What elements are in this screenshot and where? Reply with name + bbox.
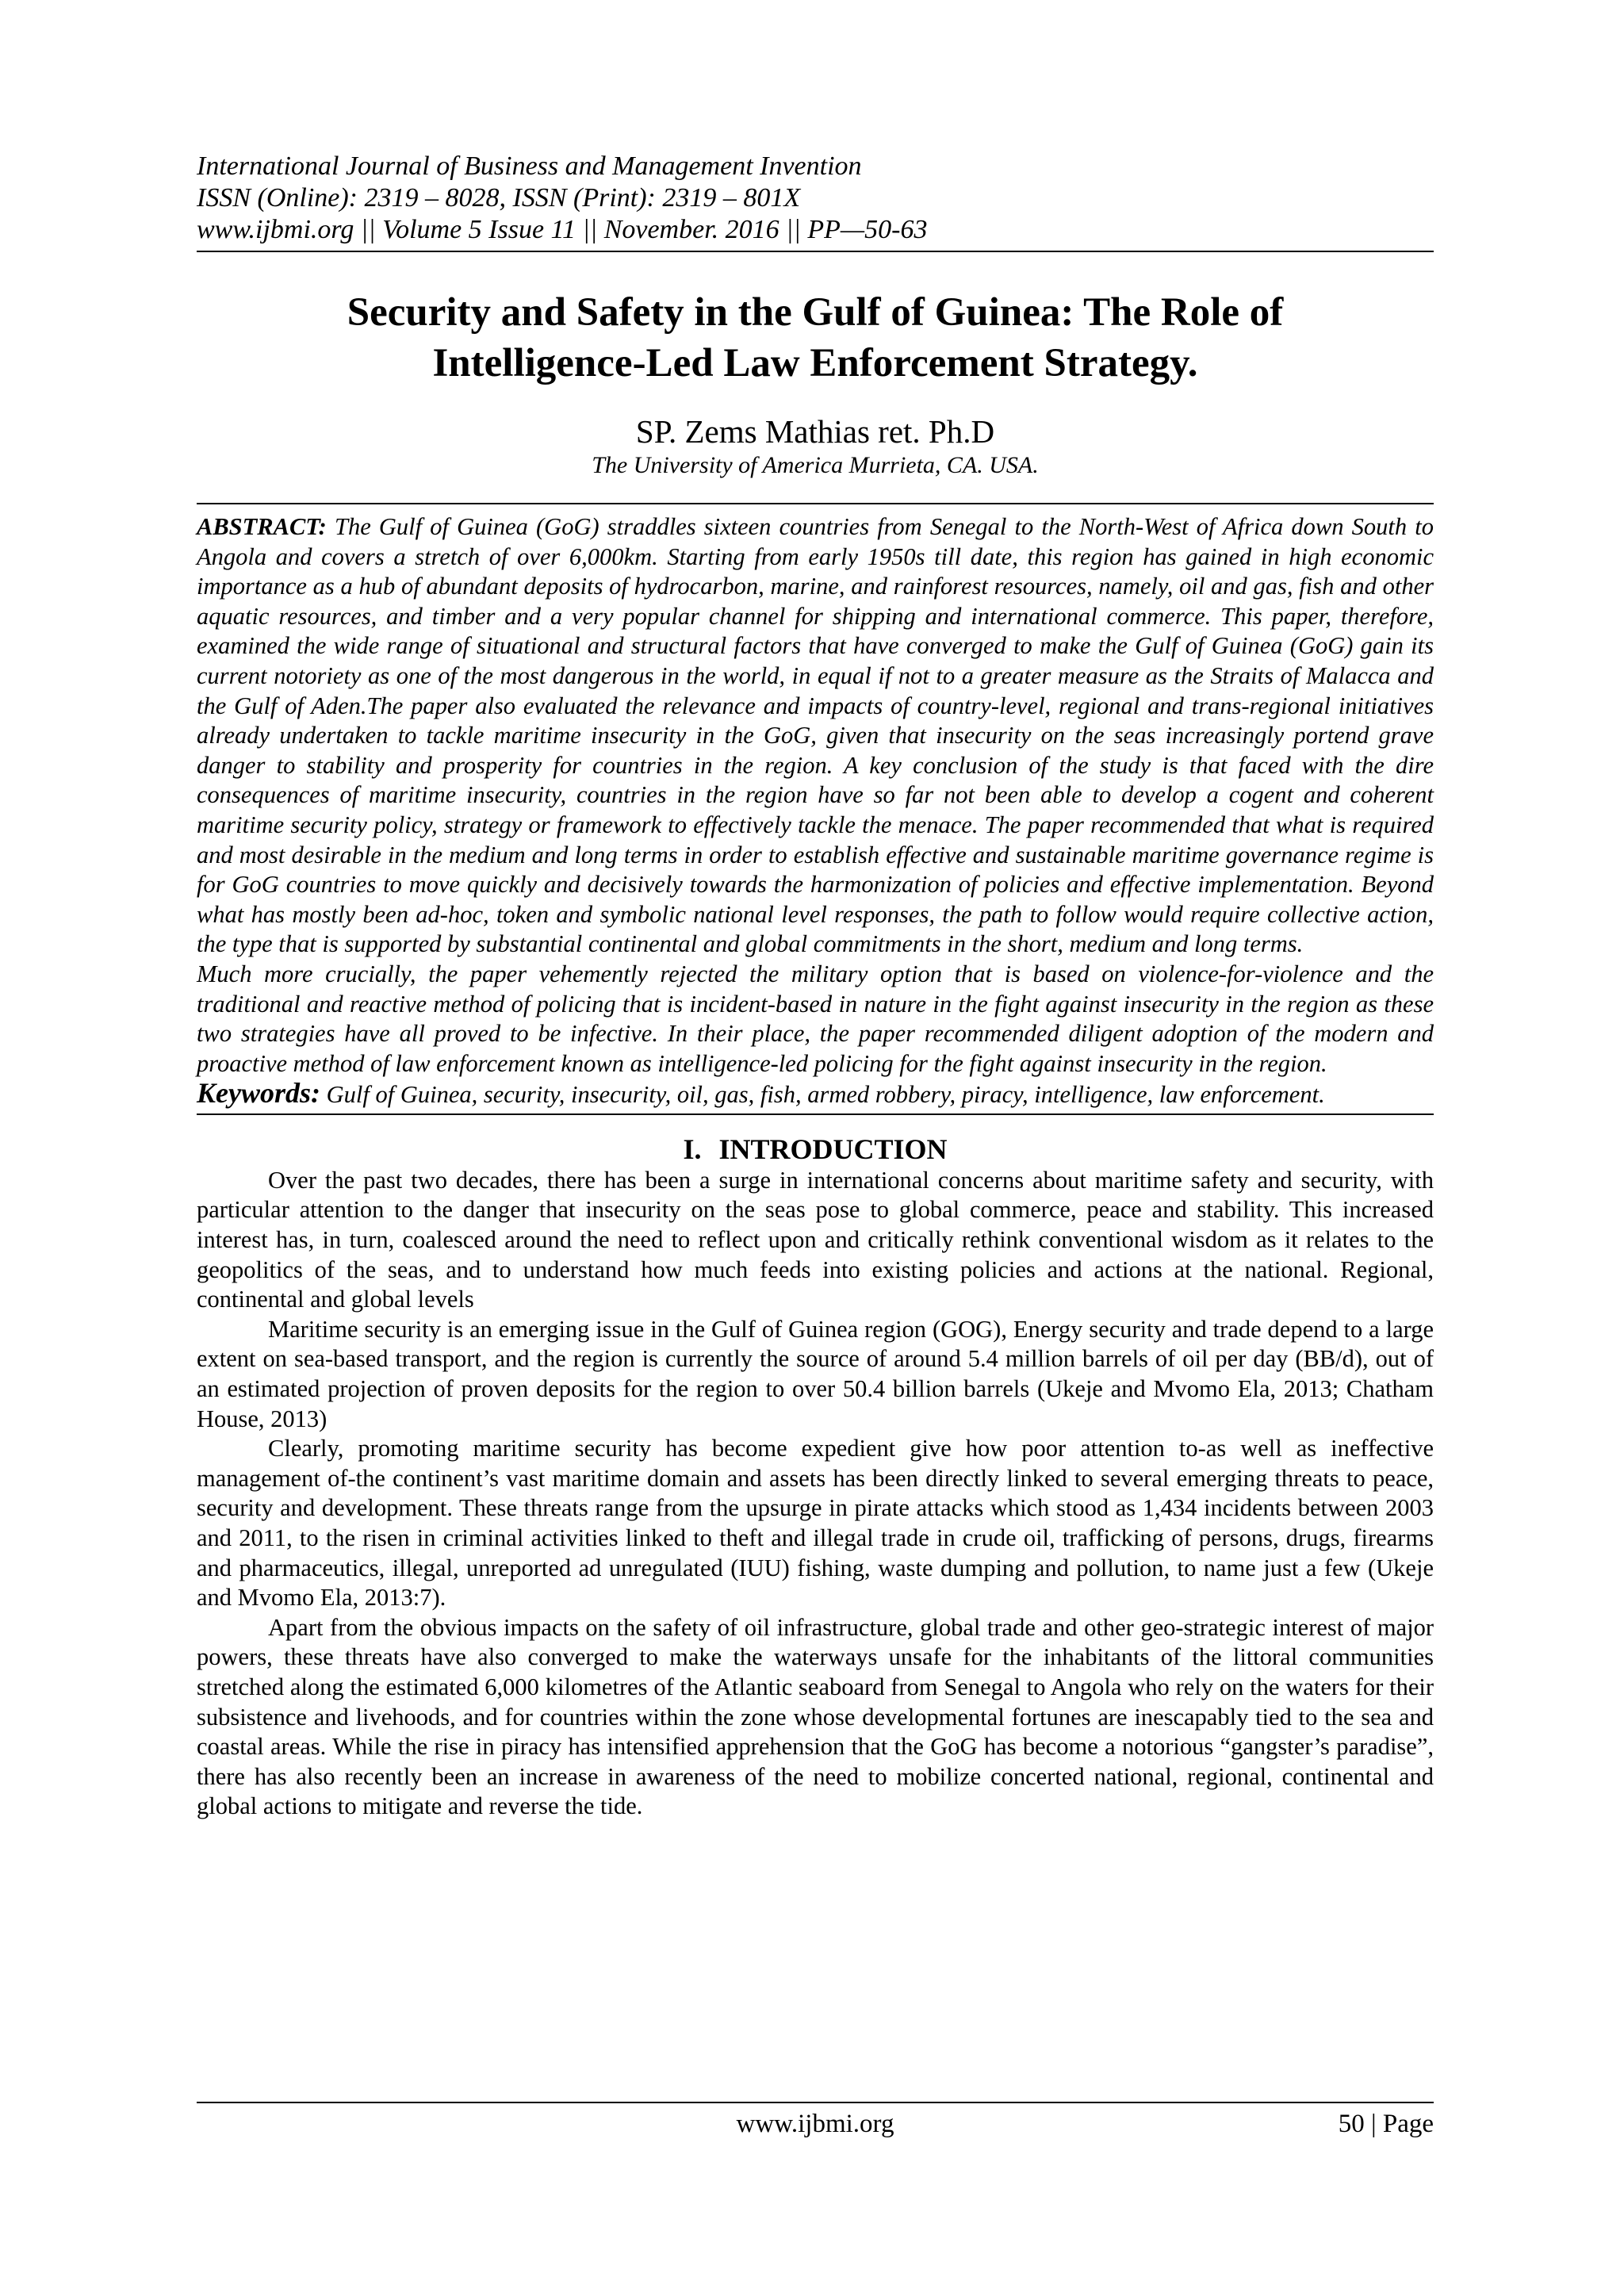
paper-title [197,287,1434,389]
body-paragraph: Over the past two decades, there has been a surge in international concerns about maritime safety and security, with particular attention to the danger that insecurity on the seas pose to global commerce, peace and stability. This increased interest has, in turn, coalesced around the need to reflect upon and critically rethink conventional wisdom as it relates to the geopolitics of the seas, and to understand how much feeds into existing policies and actions at the national. Regional, continental and global levels [197,1166,1434,1313]
footer-website: www.ijbmi.org [736,2110,894,2138]
author-affiliation: The University of America Murrieta, CA. USA. [592,452,1039,478]
page-footer [197,2102,1434,2141]
keywords-label: Keywords: [197,1077,320,1110]
abstract-label: ABSTRACT: [197,513,327,540]
section-heading-introduction [197,1133,1434,1166]
abstract-section [197,503,1434,1115]
keywords-text: Gulf of Guinea, security, insecurity, oil, gas, fish, armed robbery, piracy, intelligence, law enforcement. [320,1081,1325,1109]
journal-header [197,151,1434,252]
footer-page-number: 50 | Page [1338,2110,1434,2138]
keywords-paragraph [197,1079,1434,1110]
abstract-paragraph [197,512,1434,960]
section-number: I. [683,1133,702,1165]
paper-title-line-1: Security and Safety in the Gulf of Guinea: The Role of [347,290,1284,335]
paper-page [197,151,1434,1822]
introduction-body [197,1166,1434,1822]
abstract-paragraph-2: Much more crucially, the paper vehemently rejected the military option that is based on violence-for-violence and the traditional and reactive method of policing that is incident-based in nature in the fight against insecurity in the region as these two strategies have all proved to be infective. In their place, the paper recommended diligent adoption of the modern and proactive method of law enforcement known as intelligence-led policing for the fight against insecurity in the region. [197,960,1434,1077]
journal-volume: www.ijbmi.org || Volume 5 Issue 11 || November. 2016 || PP—50-63 [197,215,928,244]
body-paragraph: Clearly, promoting maritime security has become expedient give how poor attention to-as well as ineffective management of-the continent’s vast maritime domain and assets has been directly linked to several emerging threats to peace, security and development. These threats range from the upsurge in pirate attacks which stood as 1,434 incidents between 2003 and 2011, to the risen in criminal activities linked to theft and illegal trade in crude oil, trafficking of persons, drugs, firearms and pharmaceutics, illegal, unreported ad unregulated (IUU) fishing, waste dumping and pollution, to name just a few (Ukeje and Mvomo Ela, 2013:7). [197,1435,1434,1612]
paper-title-line-2: Intelligence-Led Law Enforcement Strategy. [432,341,1198,385]
author-name: SP. Zems Mathias ret. Ph.D [635,413,995,450]
section-title: INTRODUCTION [718,1133,948,1165]
journal-issn: ISSN (Online): 2319 – 8028, ISSN (Print): 2319 – 801X [197,183,801,213]
body-paragraph: Maritime security is an emerging issue in the Gulf of Guinea region (GOG), Energy security and trade depend to a large extent on sea-based transport, and the region is currently the source of around 5.4 million barrels of oil per day (BB/d), out of an estimated projection of proven deposits for the region to over 50.4 billion barrels (Ukeje and Mvomo Ela, 2013; Chatham House, 2013) [197,1315,1434,1432]
journal-name: International Journal of Business and Management Invention [197,151,862,181]
abstract-text: The Gulf of Guinea (GoG) straddles sixteen countries from Senegal to the North-West of Africa down South to Angola and covers a stretch of over 6,000km. Starting from early 1950s till date, this region has gained in high economic importance as a hub of abundant deposits of hydrocarbon, marine, and rainforest resources, namely, oil and gas, fish and other aquatic resources, and timber and a very popular channel for shipping and international commerce. This paper, therefore, examined the wide range of situational and structural factors that have converged to make the Gulf of Guinea (GoG) gain its current notoriety as one of the most dangerous in the world, in equal if not to a greater measure as the Straits of Malacca and the Gulf of Aden.The paper also evaluated the relevance and impacts of country-level, regional and trans-regional initiatives already undertaken to tackle maritime insecurity in the GoG, given that insecurity on the seas increasingly portend grave danger to stability and prosperity for countries in the region. A key conclusion of the study is that faced with the dire consequences of maritime insecurity, countries in the region have so far not been able to develop a cogent and coherent maritime security policy, strategy or framework to effectively tackle the menace. The paper recommended that what is required and most desirable in the medium and long terms in order to establish effective and sustainable maritime governance regime is for GoG countries to move quickly and decisively towards the harmonization of policies and effective implementation. Beyond what has mostly been ad-hoc, token and symbolic national level responses, the path to follow would require collective action, the type that is supported by substantial continental and global commitments in the short, medium and long terms. [197,513,1434,958]
body-paragraph: Apart from the obvious impacts on the safety of oil infrastructure, global trade and other geo-strategic interest of major powers, these threats have also converged to make the waterways unsafe for the inhabitants of the littoral communities stretched along the estimated 6,000 kilometres of the Atlantic seaboard from Senegal to Angola who rely on the waters for their subsistence and livehoods, and for countries within the zone whose developmental fortunes are inescapably tied to the sea and coastal areas. While the rise in piracy has intensified apprehension that the GoG has become a notorious “gangster’s paradise”, there has also recently been an increase in awareness of the need to mobilize concerted national, regional, continental and global actions to mitigate and reverse the tide. [197,1613,1434,1820]
